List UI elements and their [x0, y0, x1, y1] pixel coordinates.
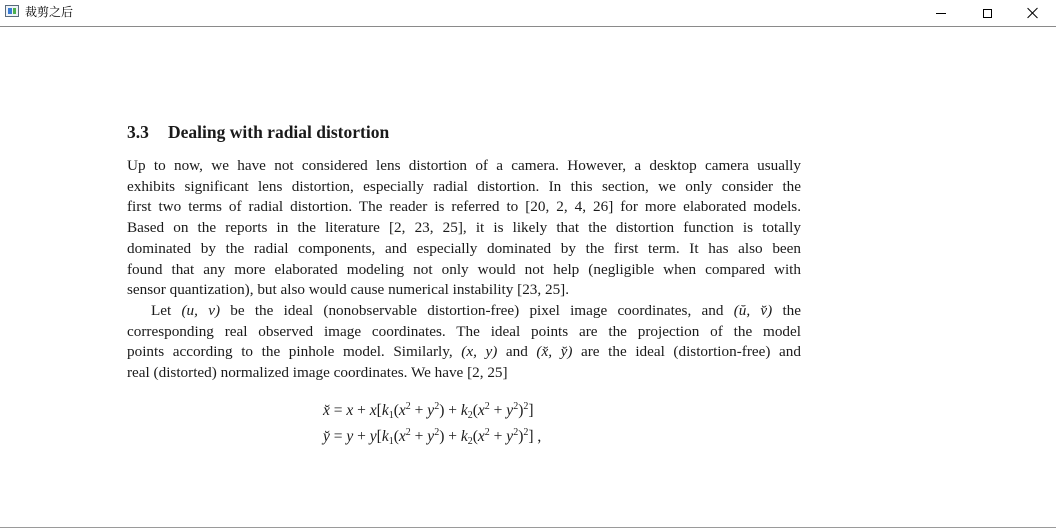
eq-k: k: [381, 402, 389, 419]
eq-k: k: [460, 428, 468, 445]
text-run: the: [772, 301, 801, 319]
document-content: [127, 120, 801, 384]
paragraph-1: [127, 156, 801, 301]
eq-var: x: [369, 402, 377, 419]
eq-k: k: [381, 428, 389, 445]
math-xy: (x, y): [461, 343, 498, 361]
eq-var: x: [346, 402, 354, 419]
window-title: 裁剪之后: [25, 5, 74, 19]
paragraph-2: [127, 301, 801, 384]
section-heading: [127, 120, 801, 144]
close-icon: [1027, 7, 1039, 19]
title-bar: [0, 0, 1056, 27]
eq-var: y: [346, 428, 354, 445]
text-run: and: [497, 343, 537, 361]
equation-x: x̆ = $x + x[k_1(x^2 + y^2) + k_2(x^2 + y^2)^2]$: [323, 401, 534, 421]
section-title: Dealing with radial distortion: [168, 122, 390, 142]
math-xy-breve: (x̆, y̆): [536, 343, 573, 361]
paragraph-line: Up to now, we have not considered lens distortion of a camera. However, a desktop camera usually: [127, 157, 801, 174]
eq-sub: 2: [467, 436, 473, 447]
eq-trail: ,: [533, 428, 542, 445]
eq-k: k: [460, 402, 468, 419]
minimize-icon: [936, 13, 946, 14]
paragraph-line: real (distorted) normalized image coordinates. We have [2, 25]: [127, 364, 508, 382]
section-number: 3.3: [127, 122, 149, 142]
maximize-icon: [983, 9, 992, 18]
eq-lhs: x̆: [323, 402, 330, 419]
close-button[interactable]: [1010, 0, 1056, 26]
paragraph-line: found that any more elaborated modeling not only would not help (negligible when compared with: [127, 260, 801, 278]
paragraph-line: first two terms of radial distortion. The reader is referred to [20, 2, 4, 26] for more elaborated models.: [127, 198, 801, 216]
paragraph-line: Based on the reports in the literature [2, 23, 25], it is likely that the distortion function is totally: [127, 219, 801, 237]
minimize-button[interactable]: [918, 0, 964, 26]
window-bottom-border: [0, 527, 1056, 528]
text-run: Let: [151, 301, 182, 319]
paragraph-line: [127, 342, 801, 363]
math-uv-breve: (ŭ, v̆): [733, 301, 773, 319]
maximize-button[interactable]: [964, 0, 1010, 26]
equation-y: y̆ = $y + y[k_1(x^2 + y^2) + k_2(x^2 + y^2)^2]$ ,: [323, 427, 542, 447]
paragraph-line: corresponding real observed image coordinates. The ideal points are the projection of the model: [127, 322, 801, 340]
paragraph-line: [127, 301, 801, 322]
paragraph-line: dominated by the radial components, and especially dominated by the first term. It has also been: [127, 239, 801, 257]
equation-block: [323, 398, 541, 450]
eq-sub: 1: [388, 436, 394, 447]
text-run: are the ideal (distortion-free) and: [572, 343, 801, 361]
image-app-icon: [5, 5, 19, 17]
eq-var: y: [369, 428, 377, 445]
math-uv: (u, v): [181, 301, 220, 319]
text-run: be the ideal (nonobservable distortion-free) pixel image coordinates, and: [220, 301, 734, 319]
eq-sub: 2: [467, 410, 473, 421]
text-run: points according to the pinhole model. Similarly,: [127, 343, 462, 361]
eq-sub: 1: [388, 410, 394, 421]
paragraph-line: sensor quantization), but also would cause numerical instability [23, 25].: [127, 281, 570, 299]
paragraph-line: exhibits significant lens distortion, especially radial distortion. In this section, we only consider the: [127, 177, 801, 195]
eq-lhs: y̆: [323, 428, 330, 445]
